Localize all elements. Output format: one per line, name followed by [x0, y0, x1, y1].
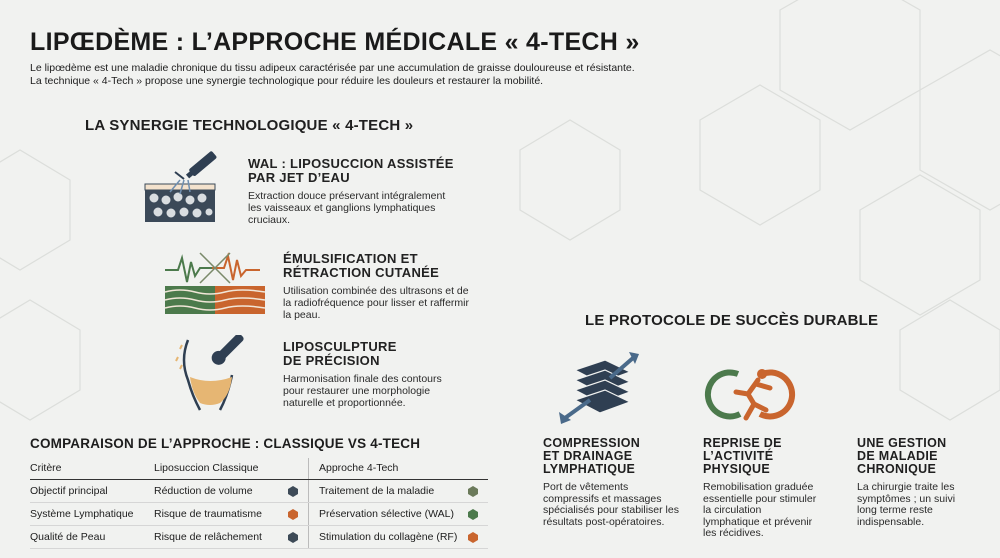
column-header: Critère: [30, 458, 154, 480]
tech-title-line: ÉMULSIFICATION ET: [283, 251, 418, 266]
water-jet-skin-icon: [140, 150, 240, 225]
tech-desc-line: Utilisation combinée des ultrasons et de: [283, 285, 469, 297]
table-cell: [309, 480, 489, 503]
tech-desc: [248, 190, 468, 226]
runner-cycle-icon: [700, 362, 805, 427]
hexagon-icon: [288, 509, 298, 520]
tech-desc-line: les vaisseaux et ganglions lymphatiques: [248, 202, 436, 214]
protocol-desc-line: les récidives.: [703, 527, 764, 539]
table-row: [30, 526, 488, 549]
table-cell: [309, 526, 489, 549]
tech-desc-line: Extraction douce préservant intégralement: [248, 190, 446, 202]
protocol-desc-line: symptômes ; un suivi: [857, 492, 956, 505]
protocol-desc-line: lymphatique et prévenir: [703, 515, 813, 528]
comparison-heading: COMPARAISON DE L’APPROCHE : CLASSIQUE VS 4-TECH: [30, 436, 421, 451]
cell-text: Préservation sélective (WAL): [319, 508, 454, 520]
table-cell: [154, 526, 309, 549]
protocol-title-line: UNE GESTION: [857, 436, 947, 450]
protocol-desc-line: indispensable.: [857, 515, 925, 528]
cell-text: Risque de traumatisme: [154, 508, 262, 520]
tech-title: [248, 157, 468, 185]
protocol-desc: [543, 482, 683, 528]
hexagon-icon: [288, 532, 298, 543]
protocol-title-line: L’ACTIVITÉ: [703, 449, 774, 463]
protocol-title-line: ET DRAINAGE: [543, 449, 633, 463]
protocol-title-line: PHYSIQUE: [703, 462, 770, 476]
protocol-desc-line: compressifs et massages: [543, 492, 662, 505]
cell-text: Réduction de volume: [154, 485, 253, 497]
protocol-desc-line: La chirurgie traite les: [857, 481, 955, 493]
intro-line: Le lipœdème est une maladie chronique du tissu adipeux caractérisée par une accumulation de graisse douloureuse et résistante.: [30, 62, 635, 74]
intro-text: [30, 62, 750, 88]
cell-text: Risque de relâchement: [154, 531, 262, 543]
protocol-title: [857, 437, 997, 476]
tech-item-emulsification: [283, 252, 503, 321]
protocol-title: [543, 437, 683, 476]
protocol-item-compression: [543, 437, 683, 528]
cell-text: Traitement de la maladie: [319, 485, 435, 497]
protocol-desc-line: long terme reste: [857, 504, 933, 516]
tech-desc: [283, 285, 503, 321]
tech-item-wal: [248, 157, 468, 226]
table-cell: [154, 480, 309, 503]
tech-desc-line: naturelle et proportionnée.: [283, 397, 406, 409]
intro-line: La technique « 4-Tech » propose une synergie technologique pour réduire les douleurs et restaurer la mobilité.: [30, 75, 544, 87]
protocol-heading: LE PROTOCOLE DE SUCCÈS DURABLE: [585, 312, 879, 329]
tech-title-line: WAL : LIPOSUCCION ASSISTÉE: [248, 156, 454, 171]
hexagon-icon: [288, 486, 298, 497]
tech-desc: [283, 373, 503, 409]
tech-title-line: PAR JET D’EAU: [248, 170, 350, 185]
hexagon-icon: [468, 532, 478, 543]
table-cell: Système Lymphatique: [30, 503, 154, 526]
column-header: Liposuccion Classique: [154, 458, 309, 480]
protocol-desc-line: Remobilisation graduée: [703, 481, 814, 493]
table-row: [30, 480, 488, 503]
waves-skin-icon: [160, 248, 270, 318]
page-title: LIPŒDÈME : L’APPROCHE MÉDICALE « 4-TECH »: [30, 28, 640, 56]
tech-desc-line: cruciaux.: [248, 214, 291, 226]
table-cell: [154, 503, 309, 526]
hexagon-icon: [468, 486, 478, 497]
tech-desc-line: la radiofréquence pour lisser et raffermir: [283, 297, 469, 309]
tech-title: [283, 340, 503, 368]
table-row: [30, 503, 488, 526]
cell-text: Stimulation du collagène (RF): [319, 531, 458, 543]
protocol-desc-line: la circulation: [703, 504, 762, 516]
protocol-desc: [857, 482, 997, 528]
protocol-desc-line: Port de vêtements: [543, 481, 629, 493]
table-cell: Objectif principal: [30, 480, 154, 503]
tech-desc-line: la peau.: [283, 309, 321, 321]
tech-title: [283, 252, 503, 280]
table-cell: [309, 503, 489, 526]
tech-item-liposculpture: [283, 340, 503, 409]
layers-arrows-icon: [555, 350, 645, 425]
protocol-title: [703, 437, 843, 476]
table-header-row: [30, 458, 488, 480]
tech-title-line: DE PRÉCISION: [283, 353, 380, 368]
synergy-heading: LA SYNERGIE TECHNOLOGIQUE « 4-TECH »: [85, 117, 414, 134]
protocol-title-line: CHRONIQUE: [857, 462, 937, 476]
protocol-item-activity: [703, 437, 843, 540]
protocol-desc-line: essentielle pour stimuler: [703, 492, 817, 505]
tech-title-line: LIPOSCULPTURE: [283, 339, 397, 354]
protocol-title-line: LYMPHATIQUE: [543, 462, 636, 476]
protocol-desc-line: résultats post-opératoires.: [543, 515, 665, 528]
comparison-table: [30, 458, 488, 549]
tech-desc-line: Harmonisation finale des contours: [283, 373, 442, 385]
protocol-title-line: COMPRESSION: [543, 436, 641, 450]
protocol-desc-line: spécialisés pour stabiliser les: [543, 504, 679, 516]
tech-desc-line: pour restaurer une morphologie: [283, 385, 431, 397]
table-cell: Qualité de Peau: [30, 526, 154, 549]
protocol-desc: [703, 482, 843, 540]
column-header: Approche 4-Tech: [309, 458, 489, 480]
protocol-title-line: DE MALADIE: [857, 449, 938, 463]
protocol-title-line: REPRISE DE: [703, 436, 782, 450]
tech-title-line: RÉTRACTION CUTANÉE: [283, 265, 440, 280]
body-contour-icon: [170, 335, 255, 415]
protocol-item-chronic: [857, 437, 997, 528]
hexagon-icon: [468, 509, 478, 520]
